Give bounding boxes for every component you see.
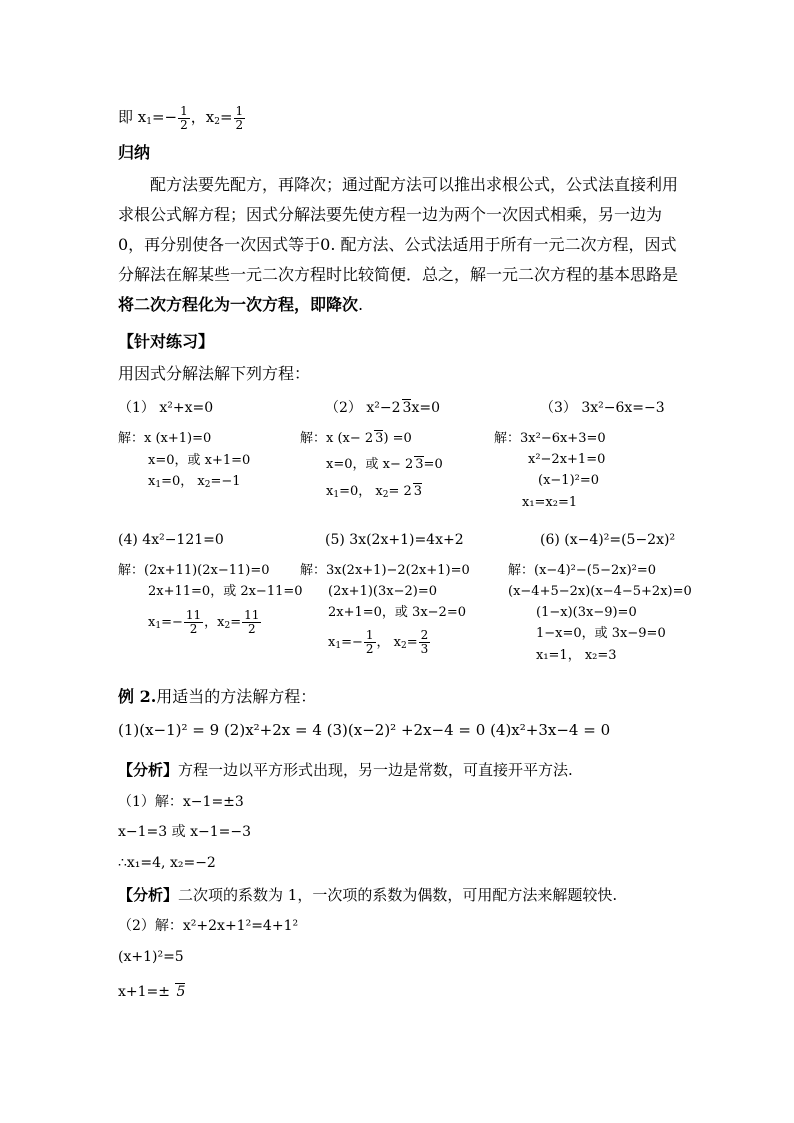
subscript: 1 (155, 480, 162, 490)
denominator: 2 (189, 622, 198, 636)
eq-text: =− (151, 108, 178, 126)
subscript: 1 (155, 621, 162, 631)
summary-paragraph (118, 170, 678, 320)
lead-text: 即 x (118, 108, 147, 126)
analysis-label: 【分析】 (118, 886, 179, 904)
text: = (406, 635, 418, 650)
problem-6-line-4: 1−x=0，或 3x−9=0 (536, 626, 666, 641)
text: =0 (423, 457, 443, 472)
text: x (328, 635, 336, 650)
problem-6-line-2: (x−4+5−2x)(x−4−5+2x)=0 (508, 584, 692, 599)
solution-2-line-3 (118, 982, 185, 1002)
fraction (184, 609, 203, 636)
problem-4-line-3 (148, 606, 262, 643)
fraction (234, 105, 246, 132)
text: =0， x (161, 474, 205, 489)
text: =−1 (210, 474, 241, 489)
solution-2-line-1: （2）解：x²+2x+1²=4+1² (118, 918, 299, 934)
practice-heading: 【针对练习】 (118, 332, 215, 351)
text: =− (341, 635, 363, 650)
numerator: 2 (420, 628, 429, 642)
text: x (148, 474, 156, 489)
fraction (178, 105, 190, 132)
problem-6-title: (6) (x−4)²=(5−2x)² (540, 532, 676, 548)
example-2-heading (118, 687, 316, 707)
text: x=0，或 x− 2 (326, 457, 414, 472)
analysis-text: 二次项的系数为 1，一次项的系数为偶数，可用配方法来解题较快. (178, 886, 618, 904)
sqrt-radicand: 3 (402, 400, 412, 416)
sep-text: ，x (190, 108, 215, 126)
eq-text: = (219, 108, 233, 126)
text: ， x (376, 635, 401, 650)
sqrt-radicand: 5 (176, 984, 186, 1000)
subscript: 2 (224, 621, 231, 631)
problem-2-line-1 (300, 430, 412, 448)
solution-2-line-2: (x+1)²=5 (118, 949, 184, 965)
sqrt-radicand: 3 (415, 457, 424, 472)
analysis-1 (118, 760, 573, 780)
text: x (148, 615, 156, 630)
problem-2-line-2 (326, 456, 443, 474)
problem-1-title: （1） x²+x=0 (118, 400, 214, 416)
numerator: 1 (180, 103, 188, 118)
text: （2） x²−2 (325, 400, 401, 416)
summary-end: . (358, 295, 364, 314)
problem-4-line-2: 2x+11=0，或 2x−11=0 (148, 584, 303, 599)
summary-bold-text: 将二次方程化为一次方程，即降次 (118, 295, 359, 314)
problem-3-title: （3） 3x²−6x=−3 (540, 400, 665, 416)
problem-3-line-3: (x−1)²=0 (538, 473, 600, 488)
example-instruction: 用适当的方法解方程： (156, 687, 317, 706)
text: =0， x (339, 484, 383, 499)
subscript: 1 (335, 641, 342, 651)
text: ，x (204, 615, 225, 630)
problem-1-line-3 (148, 473, 241, 494)
subscript: 2 (382, 490, 389, 500)
denominator: 2 (235, 117, 244, 132)
denominator: 2 (365, 642, 374, 656)
denominator: 2 (247, 622, 256, 636)
text: = (230, 615, 242, 630)
analysis-text: 方程一边以平方形式出现，另一边是常数，可直接开平方法. (178, 761, 573, 779)
sqrt-radicand: 3 (375, 431, 384, 446)
text: ) =0 (383, 431, 412, 446)
problem-6-line-1: 解：(x−4)²−(5−2x)²=0 (508, 563, 657, 578)
problem-3-line-1: 解：3x²−6x+3=0 (494, 431, 606, 446)
subscript: 1 (333, 490, 340, 500)
problem-3-line-2: x²−2x+1=0 (528, 452, 606, 467)
subscript: 2 (204, 480, 211, 490)
problem-3-line-4: x₁=x₂=1 (522, 495, 578, 510)
problem-5-line-1: 解：3x(2x+1)−2(2x+1)=0 (300, 563, 470, 578)
problem-4-line-1: 解：(2x+11)(2x−11)=0 (118, 563, 270, 578)
solution-1-line-2: x−1=3 或 x−1=−3 (118, 824, 251, 840)
problem-2-title (325, 398, 440, 418)
numerator: 11 (185, 608, 202, 622)
fraction (242, 609, 261, 636)
fraction (364, 629, 376, 656)
section-heading: 归纳 (118, 143, 151, 162)
example-label: 例 2. (118, 687, 157, 706)
numerator: 11 (244, 608, 260, 622)
problem-1-line-2: x=0，或 x+1=0 (148, 453, 251, 468)
problem-6-line-3: (1−x)(3x−9)=0 (536, 605, 637, 620)
subscript: 2 (214, 117, 220, 127)
subscript: 1 (146, 117, 152, 127)
numerator: 1 (365, 628, 374, 642)
text: = 2 (388, 484, 412, 499)
problem-5-title: (5) 3x(2x+1)=4x+2 (325, 532, 464, 548)
text: x=0 (411, 400, 440, 416)
subscript: 2 (400, 641, 407, 651)
solution-result-line (118, 102, 246, 137)
problem-5-line-4 (328, 626, 431, 663)
text: =− (161, 615, 183, 630)
analysis-label: 【分析】 (118, 761, 179, 779)
problem-5-line-2: (2x+1)(3x−2)=0 (328, 584, 437, 599)
solution-1-line-1: （1）解：x−1=±3 (118, 794, 244, 810)
summary-text: 配方法要先配方，再降次；通过配方法可以推出求根公式，公式法直接利用求根公式解方程；因式分解法要先使方程一边为两个一次因式相乘，另一边为0，再分别使各一次因式等于0. 配方法、公式法适用于所有一元二次方程，因式分解法在解某些一元二次方程时比较简便．总之，解一元二次方程的基本思路是 (118, 175, 679, 284)
example-2-equations: (1)(x−1)² = 9 (2)x²+2x = 4 (3)(x−2)² +2x−4 = 0 (4)x²+3x−4 = 0 (118, 721, 611, 739)
practice-instruction: 用因式分解法解下列方程： (118, 364, 311, 383)
fraction (419, 629, 431, 656)
text: x (326, 484, 334, 499)
problem-4-title: (4) 4x²−121=0 (118, 532, 224, 548)
analysis-2 (118, 885, 617, 905)
text: 解：x (x− 2 (300, 431, 374, 446)
solution-1-line-3: ∴x₁=4, x₂=−2 (118, 855, 216, 871)
denominator: 2 (180, 117, 188, 132)
problem-2-line-3 (326, 483, 422, 504)
sqrt-radicand: 3 (413, 484, 423, 499)
text: x+1=± (118, 984, 175, 1000)
problem-1-line-1: 解：x (x+1)=0 (118, 431, 212, 446)
numerator: 1 (235, 103, 244, 118)
problem-5-line-3: 2x+1=0，或 3x−2=0 (328, 605, 466, 620)
problem-6-line-5: x₁=1， x₂=3 (536, 648, 617, 663)
denominator: 3 (420, 642, 429, 656)
